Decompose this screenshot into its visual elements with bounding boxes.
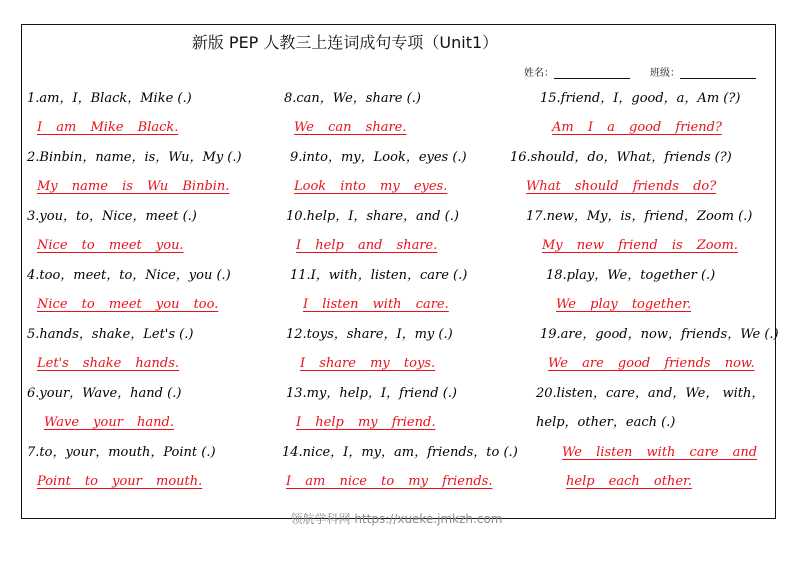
name-label: 姓名：	[524, 68, 554, 79]
class-label: 班级：	[650, 68, 680, 79]
question-16: 16.should，do，What，friends (?)	[510, 150, 732, 165]
answer-15: Am I a good friend?	[552, 120, 722, 135]
student-name-field[interactable]	[524, 64, 630, 79]
answer-20-cont: help each other.	[566, 474, 692, 489]
question-13: 13.my，help，I，friend (.)	[286, 386, 458, 401]
answer-9: Look into my eyes.	[294, 179, 448, 194]
question-7: 7.to，your，mouth，Point (.)	[27, 445, 216, 460]
answer-6: Wave your hand.	[44, 415, 174, 430]
answer-5: Let's shake hands.	[37, 356, 180, 371]
question-2: 2.Binbin，name，is，Wu，My (.)	[27, 150, 242, 165]
page-title: 新版 PEP 人教三上连词成句专项（Unit1）	[191, 33, 499, 52]
name-blank[interactable]	[554, 67, 630, 79]
answer-14: I am nice to my friends.	[286, 474, 493, 489]
answer-3: Nice to meet you.	[37, 238, 184, 253]
question-9: 9.into，my，Look，eyes (.)	[290, 150, 467, 165]
answer-12: I share my toys.	[300, 356, 436, 371]
question-10: 10.help，I，share，and (.)	[286, 209, 459, 224]
answer-19: We are good friends now.	[548, 356, 755, 371]
question-5: 5.hands，shake，Let's (.)	[27, 327, 194, 342]
answer-8: We can share.	[294, 120, 407, 135]
question-18: 18.play，We，together (.)	[546, 268, 716, 283]
question-20-cont: help，other，each (.)	[536, 415, 676, 430]
question-11: 11.I，with，listen，care (.)	[290, 268, 468, 283]
question-6: 6.your，Wave，hand (.)	[27, 386, 182, 401]
answer-17: My new friend is Zoom.	[542, 238, 738, 253]
question-12: 12.toys，share，I，my (.)	[286, 327, 453, 342]
answer-7: Point to your mouth.	[37, 474, 203, 489]
class-field[interactable]	[650, 64, 756, 79]
answer-1: I am Mike Black.	[37, 120, 179, 135]
question-14: 14.nice，I，my，am，friends，to (.)	[282, 445, 518, 460]
answer-4: Nice to meet you too.	[37, 297, 219, 312]
question-3: 3.you，to，Nice，meet (.)	[27, 209, 197, 224]
answer-11: I listen with care.	[303, 297, 449, 312]
answer-16: What should friends do?	[526, 179, 717, 194]
answer-2: My name is Wu Binbin.	[37, 179, 230, 194]
answer-20: We listen with care and	[562, 445, 758, 460]
class-blank[interactable]	[680, 67, 756, 79]
question-19: 19.are，good，now，friends，We (.)	[540, 327, 779, 342]
question-15: 15.friend，I，good，a，Am (?)	[540, 91, 741, 106]
question-8: 8.can，We，share (.)	[284, 91, 421, 106]
question-4: 4.too，meet，to，Nice，you (.)	[27, 268, 231, 283]
question-1: 1.am，I，Black，Mike (.)	[27, 91, 192, 106]
question-17: 17.new，My，is，friend，Zoom (.)	[526, 209, 753, 224]
watermark-footer: 领航学科网 https://xueke.jmkzh.com	[290, 512, 503, 526]
answer-10: I help and share.	[296, 238, 438, 253]
question-20: 20.listen，care，and，We， with，	[536, 386, 765, 401]
answer-18: We play together.	[556, 297, 692, 312]
answer-13: I help my friend.	[296, 415, 436, 430]
